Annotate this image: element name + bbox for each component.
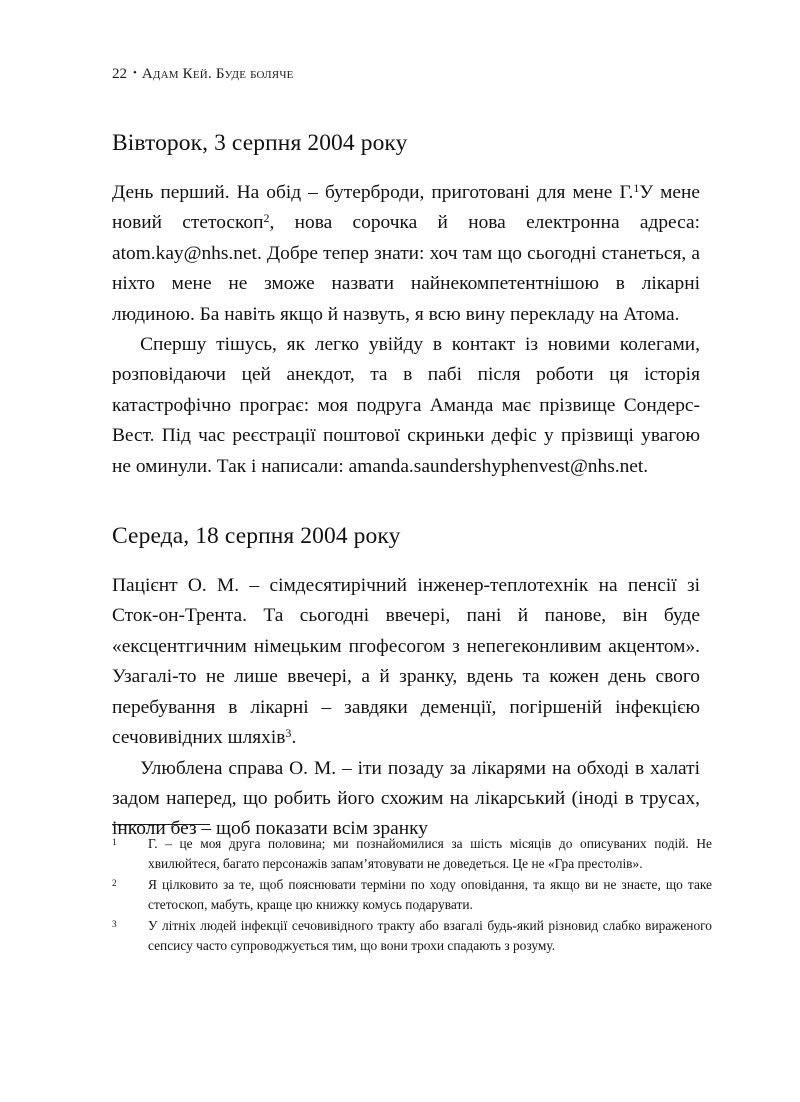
entry-2-paragraph-2: Улюблена справа О. М. – іти позаду за лікарями на обході в халаті задом наперед, що робить його схожим на лікарський (іноді в трусах, інколи без – щоб показати всім зранку	[112, 757, 700, 840]
entry-heading-2: Середа, 18 серпня 2004 року	[112, 523, 401, 550]
book-title: Адам Кей. Буде боляче	[141, 66, 294, 82]
footnote-text: У літніх людей інфекції сечовивідного тракту або взагалі будь-який різновид слабко вираженого сепсису часто супроводжується тим, що вони трохи спадають з розуму.	[148, 918, 712, 953]
entry-1-paragraph-1: День перший. На обід – бутерброди, приготовані для мене Г.$^1$У мене новий стетоскоп$^2$, нова сорочка й нова електронна адреса: atom.kay@nhs.net. Добре тепер знати: хоч там що сьогодні станеться, а ніхто мене не зможе назвати найнекомпетентнішою в лікарні людиною. Ба навіть якщо й назвуть, я всю вину перекладу на Атома.	[112, 180, 700, 325]
footnote-item	[112, 834, 712, 873]
footnote-marker: 2	[112, 878, 117, 889]
footnote-separator-rule	[112, 824, 210, 825]
text-block	[112, 120, 700, 845]
footnote-reference[interactable]: 1	[633, 180, 640, 195]
entry-1-paragraph-2: Спершу тішусь, як легко увійду в контакт із новими колегами, розповідаючи цей анекдот, та в пабі після роботи ця історія катастрофічно програє: моя подруга Аманда має прізвище Сондерс-Вест. Під час реєстрації поштової скриньки дефіс у прізвищі увагою не оминули. Так і написали: amanda.saundershyphenvest@nhs.net.	[112, 334, 700, 477]
running-head	[112, 64, 700, 85]
footnote-text: Я цілковито за те, щоб пояснювати терміни по ходу оповідання, та якщо ви не знаєте, що таке стетоскоп, мабуть, краще цю книжку комусь подарувати.	[148, 877, 712, 912]
footnote-item	[112, 916, 712, 955]
running-head-separator: •	[133, 67, 137, 79]
entry-2-paragraph-1: Пацієнт О. М. – сімдесятирічний інженер-теплотехнік на пенсії зі Сток-он-Трента. Та сьогодні ввечері, пані й панове, він буде «ексцентгичним німецьким пгофесогом з непегеконливим акцентом». Узагалі-то не лише ввечері, а й зранку, вдень та кожен день свого перебування в лікарні – завдяки деменції, погіршеній інфекцією сечовивідних шляхів$^3$.	[112, 575, 700, 749]
footnote-area	[112, 824, 712, 958]
page-number: 22	[112, 66, 127, 82]
footnote-marker: 1	[112, 837, 117, 847]
footnote-marker: 3	[112, 919, 117, 930]
footnote-text: Г. – це моя друга половина; ми познайомилися за шість місяців до описуваних подій. Не хвилюйтеся, багато персонажів запам’ятовувати не доведеться. Це не «Гра престолів».	[148, 836, 712, 871]
footnote-reference[interactable]: 3	[285, 725, 292, 740]
footnote-reference[interactable]: 2	[263, 211, 270, 226]
footnote-item	[112, 875, 712, 914]
entry-heading-1: Вівторок, 3 серпня 2004 року	[112, 130, 408, 156]
